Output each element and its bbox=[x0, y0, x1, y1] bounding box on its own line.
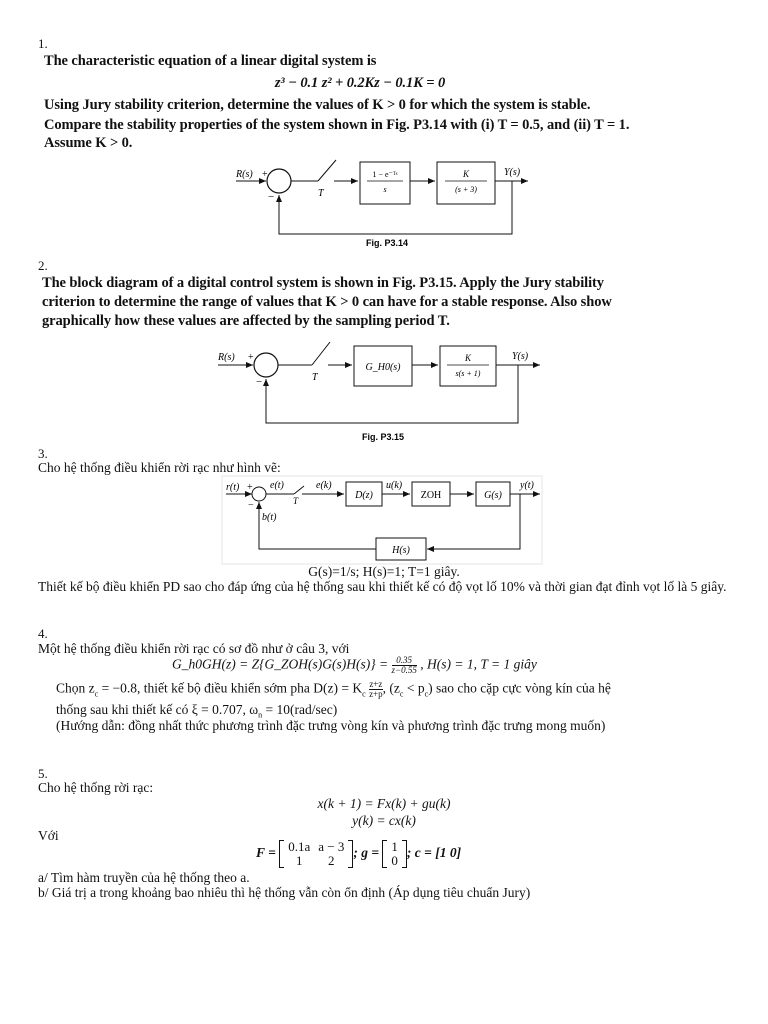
fig3-feedback-to-h bbox=[427, 494, 520, 549]
fig3-hs-label: H(s) bbox=[392, 545, 410, 556]
fig1-minus-sign: − bbox=[268, 191, 275, 203]
problem-5-number: 5. bbox=[38, 766, 48, 781]
problem-4-eq-lhs: G_h0GH(z) = Z{G_ZOH(s)G(s)H(s)} = bbox=[172, 656, 389, 672]
problem-1-line-2: Using Jury stability criterion, determine the values of K > 0 for which the system is stable. bbox=[44, 97, 591, 113]
problem-4-line2-e: ) sao cho cặp cực vòng kín của hệ bbox=[428, 680, 611, 696]
fig1-plant-numerator: K bbox=[462, 169, 470, 179]
problem-4-line2-c: , (z bbox=[382, 680, 400, 696]
problem-5-intro: Cho hệ thống rời rạc: bbox=[38, 780, 154, 795]
problem-5-F-label: F = bbox=[256, 845, 276, 861]
fig3-minus-sign: − bbox=[248, 500, 254, 511]
problem-1-number: 1. bbox=[38, 36, 48, 51]
problem-3-params: G(s)=1/s; H(s)=1; T=1 giây. bbox=[308, 564, 460, 579]
problem-5-matrices bbox=[256, 840, 461, 868]
fig1-summing-junction bbox=[267, 169, 291, 193]
figure-p3-15 bbox=[0, 338, 768, 448]
fig3-sampler-switch bbox=[294, 486, 304, 494]
problem-5-g-label: ; g = bbox=[353, 845, 380, 861]
matrix-g bbox=[382, 840, 407, 868]
fig2-plant-denominator: s(s + 1) bbox=[455, 369, 481, 378]
fig2-plus-sign: + bbox=[248, 352, 254, 363]
problem-2-line-3: graphically how these values are affected by the sampling period T. bbox=[42, 313, 450, 329]
fig2-input-label: R(s) bbox=[218, 352, 235, 363]
fig1-input-label: R(s) bbox=[236, 169, 253, 180]
problem-5-equation-2: y(k) = cx(k) bbox=[352, 813, 416, 828]
problem-4-line2-frac-den: z+p bbox=[369, 689, 383, 699]
problem-1-equation: z³ − 0.1 z² + 0.2Kz − 0.1K = 0 bbox=[274, 75, 446, 91]
problem-4-line2-a: Chọn z bbox=[56, 680, 95, 696]
matrix-F bbox=[279, 840, 353, 868]
fig3-plus-sign: + bbox=[247, 482, 253, 493]
problem-1-line-1: The characteristic equation of a linear digital system is bbox=[44, 53, 377, 69]
fig2-sampler-switch bbox=[312, 342, 330, 365]
fig3-dz-label: D(z) bbox=[355, 490, 373, 501]
fig2-summing-junction bbox=[254, 353, 278, 377]
problem-4-line-3: thống sau khi thiết kế có ξ = 0.707, $\omega_n = 10(rad/\sec)$ bbox=[56, 702, 338, 720]
problem-4-hint: (Hướng dẫn: đồng nhất thức phương trình đặc trưng vòng kín và phương trình đặc trưng mong muốn) bbox=[56, 718, 606, 733]
problem-5-c-label: ; c = [1 0] bbox=[406, 845, 462, 861]
fig3-e-k-label: e(k) bbox=[316, 480, 332, 491]
matrix-F-cell: 1 bbox=[295, 853, 303, 868]
fig3-gs-label: G(s) bbox=[484, 490, 502, 501]
problem-4-line2-d: < p bbox=[403, 680, 425, 696]
fig1-sampler-switch bbox=[318, 160, 336, 181]
problem-4-equation bbox=[172, 656, 537, 675]
problem-2-line-1: The block diagram of a digital control system is shown in Fig. P3.15. Apply the Jury stability bbox=[42, 275, 604, 291]
problem-4-number: 4. bbox=[38, 626, 48, 641]
problem-5-question-a: a/ Tìm hàm truyền của hệ thống theo a. bbox=[38, 870, 250, 885]
fig1-zoh-numerator: 1 − e⁻ᵀˢ bbox=[372, 170, 398, 179]
problem-2-line-2: criterion to determine the range of values that K > 0 can have for a stable response. Also show bbox=[42, 294, 612, 310]
fig2-output-label: Y(s) bbox=[512, 351, 529, 362]
fig2-caption: Fig. P3.15 bbox=[361, 432, 405, 442]
problem-4-line3-a: thống sau khi thiết kế có ξ = 0.707, ω bbox=[56, 702, 259, 717]
fig1-caption: Fig. P3.14 bbox=[365, 238, 409, 248]
fig3-zoh-label: ZOH bbox=[420, 490, 442, 501]
problem-4-line3-b: = 10(rad/sec) bbox=[262, 702, 338, 717]
problem-4-intro: Một hệ thống điều khiển rời rạc có sơ đồ như ở câu 3, với bbox=[38, 641, 350, 656]
problem-4-line2-b: = −0.8, thiết kế bộ điều khiển sớm pha D(z) = K bbox=[98, 680, 363, 696]
fig3-feedback-to-sum bbox=[259, 502, 376, 549]
problem-4-line-2: Chọn $z_c = -0.8$, thiết kế bộ điều khiển sớm pha $D(z) = K_c$ $\frac{z+z}{z+p}$ , $(z_c < p_c)$ sao cho cặp cực vòng kín của hệ bbox=[56, 679, 611, 699]
fig1-plant-denominator: (s + 3) bbox=[455, 185, 477, 194]
matrix-g-cell: 1 bbox=[391, 839, 398, 854]
problem-4-line2-frac-num: z+z bbox=[369, 679, 383, 689]
fig3-r-label: r(t) bbox=[226, 482, 240, 493]
fig1-plus-sign: + bbox=[262, 169, 268, 180]
fig3-e-t-label: e(t) bbox=[270, 480, 284, 491]
fig1-feedback-path bbox=[279, 181, 512, 234]
problem-3-number: 3. bbox=[38, 446, 48, 461]
problem-5-question-b: b/ Giá trị a trong khoảng bao nhiêu thì hệ thống vẫn còn ổn định (Áp dụng tiêu chuẩn Jury) bbox=[38, 885, 531, 900]
fig2-sampler-label: T bbox=[312, 372, 318, 383]
problem-1-line-3: Compare the stability properties of the system shown in Fig. P3.14 with (i) T = 0.5, and (ii) T = 1. bbox=[44, 117, 630, 133]
fig1-zoh-denominator: s bbox=[383, 185, 387, 194]
matrix-g-cell: 0 bbox=[391, 853, 398, 868]
figure-p3-14 bbox=[0, 150, 768, 250]
problem-4-eq-frac-num: 0.35 bbox=[396, 655, 413, 665]
fig3-u-k-label: u(k) bbox=[386, 480, 403, 491]
matrix-F-cell: 0.1a bbox=[288, 839, 311, 854]
fig2-plant-block bbox=[440, 346, 496, 386]
problem-5-with: Với bbox=[38, 828, 59, 843]
problem-4-eq-fraction bbox=[392, 656, 417, 675]
problem-4-eq-frac-den: z−0.55 bbox=[391, 665, 417, 675]
problem-1-line-4: Assume K > 0. bbox=[44, 135, 133, 151]
problem-4-line2-fraction bbox=[369, 680, 383, 699]
fig3-summing-junction bbox=[252, 487, 266, 501]
fig2-minus-sign: − bbox=[256, 376, 263, 388]
fig1-sampler-label: T bbox=[318, 188, 324, 199]
fig1-zoh-block bbox=[360, 162, 410, 204]
fig1-output-label: Y(s) bbox=[504, 167, 521, 178]
problem-2-number: 2. bbox=[38, 258, 48, 273]
fig3-sampler-label: T bbox=[293, 496, 299, 506]
problem-3-intro: Cho hệ thống điều khiển rời rạc như hình vẽ: bbox=[38, 460, 281, 475]
fig3-b-t-label: b(t) bbox=[262, 512, 277, 523]
problem-4-eq-rhs: , H(s) = 1, T = 1 giây bbox=[420, 656, 537, 672]
fig3-y-t-label: y(t) bbox=[520, 480, 534, 491]
problem-5-equation-1: x(k + 1) = Fx(k) + gu(k) bbox=[317, 796, 451, 811]
fig2-plant-numerator: K bbox=[464, 353, 472, 363]
problem-3-task: Thiết kế bộ điều khiển PD sao cho đáp ứng của hệ thống sau khi thiết kế có độ vọt lố 10% và thời gian đạt đỉnh vọt lố là 5 giây. bbox=[38, 579, 727, 594]
fig2-gh0-label: G_H0(s) bbox=[365, 362, 401, 373]
matrix-F-cell: a − 3 bbox=[318, 839, 345, 854]
figure-problem-3 bbox=[0, 474, 768, 566]
matrix-F-cell: 2 bbox=[328, 853, 335, 868]
